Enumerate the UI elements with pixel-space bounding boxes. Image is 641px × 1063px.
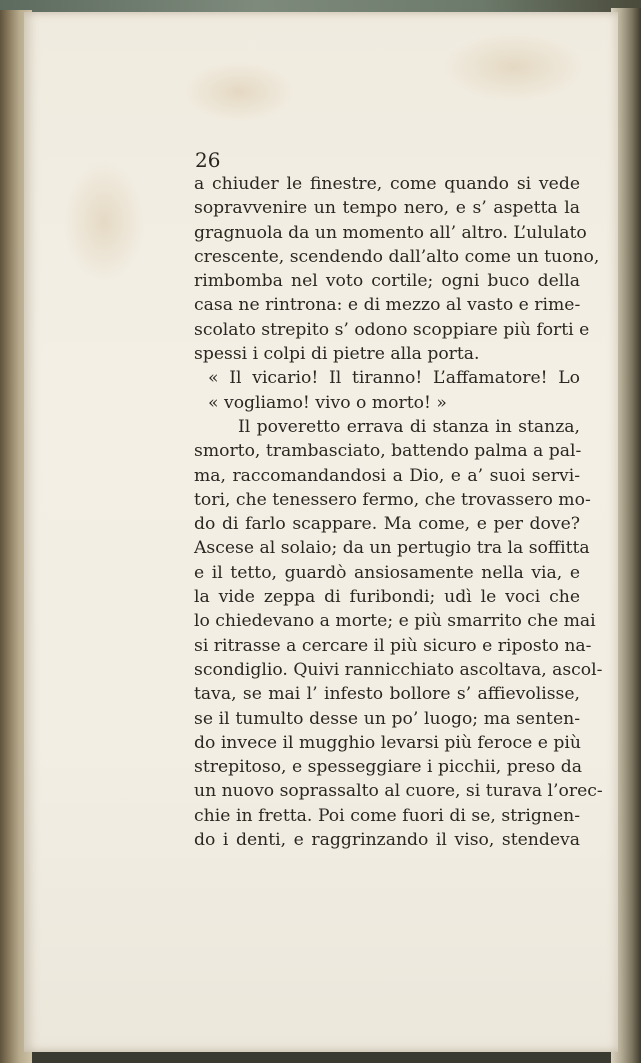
text-line: tori, che tenessero fermo, che trovassero mo- <box>194 489 591 510</box>
text-line: lo chiedevano a morte; e più smarrito che mai <box>194 611 596 632</box>
page-number: 26 <box>195 148 221 172</box>
text-line: spessi i colpi di pietre alla porta. <box>194 344 480 365</box>
body-text <box>194 172 603 852</box>
text-line: casa ne rintrona: e di mezzo al vasto e rime- <box>194 295 581 316</box>
text-line: se il tumulto desse un po’ luogo; ma senten- <box>194 708 580 729</box>
text-line: « vogliamo! vivo o morto! » <box>208 392 447 413</box>
text-line: strepitoso, e spesseggiare i picchii, preso da <box>194 757 582 778</box>
text-line: « Il vicario! Il tiranno! L’affamatore! Lo <box>208 368 580 389</box>
text-line: do di farlo scappare. Ma come, e per dove? <box>194 514 580 535</box>
text-line: crescente, scendendo dall’alto come un tuono, <box>194 246 600 267</box>
text-line: a chiuder le finestre, come quando si vede <box>194 174 580 194</box>
text-line: rimbomba nel voto cortile; ogni buco della <box>194 271 580 292</box>
text-line: gragnuola da un momento all’ altro. L’ululato <box>194 222 587 243</box>
text-line: chie in fretta. Poi come fuori di se, strignen- <box>194 805 580 826</box>
text-line: do invece il mugghio levarsi più feroce e più <box>194 732 581 753</box>
text-line: scolato strepito s’ odono scoppiare più forti e <box>194 319 590 340</box>
text-line: Il poveretto errava di stanza in stanza, <box>238 416 580 437</box>
text-line: smorto, trambasciato, battendo palma a pal- <box>194 441 582 462</box>
text-line: do i denti, e raggrinzando il viso, stendeva <box>194 830 580 851</box>
text-line: scondiglio. Quivi rannicchiato ascoltava, ascol- <box>194 659 603 680</box>
text-line: un nuovo soprassalto al cuore, si turava l’orec- <box>194 781 603 802</box>
text-line: sopravvenire un tempo nero, e s’ aspetta la <box>194 198 580 219</box>
paper-stain <box>64 162 144 282</box>
text-line: si ritrasse a cercare il più sicuro e riposto na- <box>194 635 592 656</box>
text-line: e il tetto, guardò ansiosamente nella via, e <box>194 562 580 583</box>
text-line: ma, raccomandandosi a Dio, e a’ suoi servi- <box>194 465 580 486</box>
text-line: la vide zeppa di furibondi; udì le voci che <box>194 587 580 608</box>
paper-stain <box>444 32 584 102</box>
paper-stain <box>184 62 294 122</box>
text-line: Ascese al solaio; da un pertugio tra la soffitta <box>194 538 590 559</box>
text-line: tava, se mai l’ infesto bollore s’ affievolisse, <box>194 684 580 705</box>
